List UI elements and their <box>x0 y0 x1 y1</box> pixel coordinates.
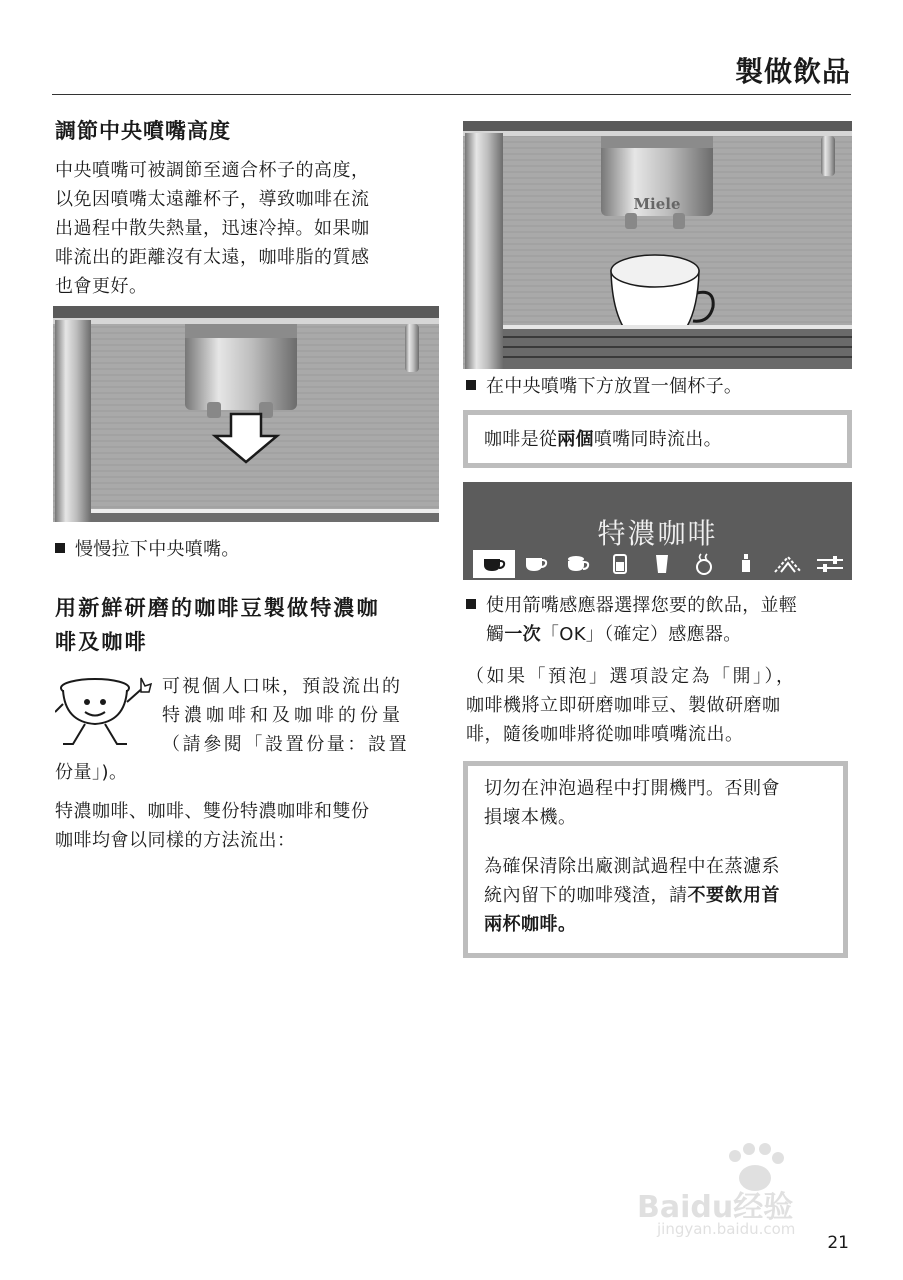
warning-text: 統內留下的咖啡殘渣，請 <box>484 885 688 906</box>
tip-text <box>162 672 440 759</box>
warning-line: 為確保清除出廠測試過程中在蒸濾系 <box>484 856 780 877</box>
tip-line: （請參閱「設置份量：設置 <box>162 734 410 755</box>
warning-text-bold: 不要飲用首 <box>687 885 780 906</box>
bullet-text-bold: 一次 <box>504 624 541 645</box>
warning-door <box>484 774 836 832</box>
paragraph-line: 中央噴嘴可被調節至適合杯子的高度， <box>55 160 370 181</box>
bullet-text: 「OK」（確定）感應器。 <box>540 624 742 645</box>
prebrew-paragraph <box>466 662 850 749</box>
nozzle-paragraph <box>55 156 440 301</box>
paragraph-line: 也會更好。 <box>55 276 148 297</box>
bullet-text: 使用箭嘴感應器選擇您要的飲品，並輕 <box>486 595 798 616</box>
header-rule <box>52 94 851 95</box>
heading-line: 啡及咖啡 <box>55 630 148 654</box>
watermark <box>637 1140 847 1250</box>
paragraph-line: 啡流出的距離沒有太遠，咖啡脂的質感 <box>55 247 370 268</box>
bullet-lower-nozzle <box>55 535 240 564</box>
page-number: 21 <box>827 1233 849 1253</box>
latte-glass-icon[interactable] <box>599 550 641 578</box>
display-title: 特濃咖啡 <box>597 517 718 550</box>
bullet-square-icon <box>55 543 65 553</box>
tip-line: 特濃咖啡和及咖啡的份量 <box>162 705 404 726</box>
settings-icon[interactable] <box>809 550 851 578</box>
heading-line: 用新鮮研磨的咖啡豆製做特濃咖 <box>55 596 380 620</box>
warning-first-cups <box>484 852 836 939</box>
section-heading-nozzle: 調節中央噴嘴高度 <box>55 119 231 143</box>
bullet-place-cup <box>466 372 742 401</box>
coffee-cup-icon[interactable] <box>515 550 557 578</box>
milk-jug-icon[interactable] <box>725 550 767 578</box>
paragraph-line: 咖啡均會以同樣的方法流出： <box>55 830 296 851</box>
brand-label: Miele <box>633 195 681 213</box>
bullet-text: 在中央噴嘴下方放置一個杯子。 <box>486 376 743 397</box>
note-box-two-spouts <box>463 410 852 468</box>
warning-line <box>484 910 836 939</box>
warning-line: 切勿在沖泡過程中打開機門。否則會 <box>484 778 780 799</box>
watermark-url: jingyan.baidu.com <box>657 1220 796 1238</box>
tip-line: 可視個人口味，預設流出的 <box>162 676 402 697</box>
steam-icon[interactable] <box>683 550 725 578</box>
paragraph-line: （如果「預泡」選項設定為「開」）， <box>466 666 797 687</box>
display-icon-row <box>473 550 852 578</box>
drinks-paragraph <box>55 797 440 855</box>
maintenance-icon[interactable] <box>767 550 809 578</box>
paragraph-line: 咖啡機將立即研磨咖啡豆、製做研磨咖 <box>466 695 781 716</box>
watermark-brand: Baidu经验 <box>637 1190 794 1225</box>
bullet-select-drink <box>466 591 854 649</box>
bullet-square-icon <box>466 599 476 609</box>
note-text <box>484 425 722 454</box>
warning-line: 損壞本機。 <box>484 807 577 828</box>
paragraph-line: 出過程中散失熱量，迅速冷掉。如果咖 <box>55 218 370 239</box>
control-display <box>463 482 852 580</box>
warning-box <box>463 761 848 958</box>
cup-under-nozzle-illustration <box>463 121 852 369</box>
paragraph-line: 啡，隨後咖啡將從咖啡噴嘴流出。 <box>466 724 744 745</box>
bullet-text: 慢慢拉下中央噴嘴。 <box>75 539 240 560</box>
warning-line <box>484 881 836 910</box>
hot-water-icon[interactable] <box>641 550 683 578</box>
paragraph-line: 以免因噴嘴太遠離杯子，導致咖啡在流 <box>55 189 370 210</box>
tip-tail: 份量」)。 <box>55 762 128 783</box>
bullet-text: 觸 <box>486 624 505 645</box>
paragraph-line: 特濃咖啡、咖啡、雙份特濃咖啡和雙份 <box>55 801 370 822</box>
nozzle-lowering-illustration <box>53 306 439 522</box>
bullet-square-icon <box>466 380 476 390</box>
warning-text-bold: 兩杯咖啡。 <box>484 914 577 935</box>
note-text-bold: 兩個 <box>557 429 594 450</box>
page-title: 製做飲品 <box>734 55 851 88</box>
tip-mascot-icon <box>55 672 155 750</box>
section-heading-fresh-beans <box>55 591 445 659</box>
cappuccino-icon[interactable] <box>557 550 599 578</box>
espresso-cup-icon[interactable] <box>473 550 515 578</box>
note-text-part: 咖啡是從 <box>484 429 558 450</box>
note-text-part: 噴嘴同時流出。 <box>593 429 722 450</box>
